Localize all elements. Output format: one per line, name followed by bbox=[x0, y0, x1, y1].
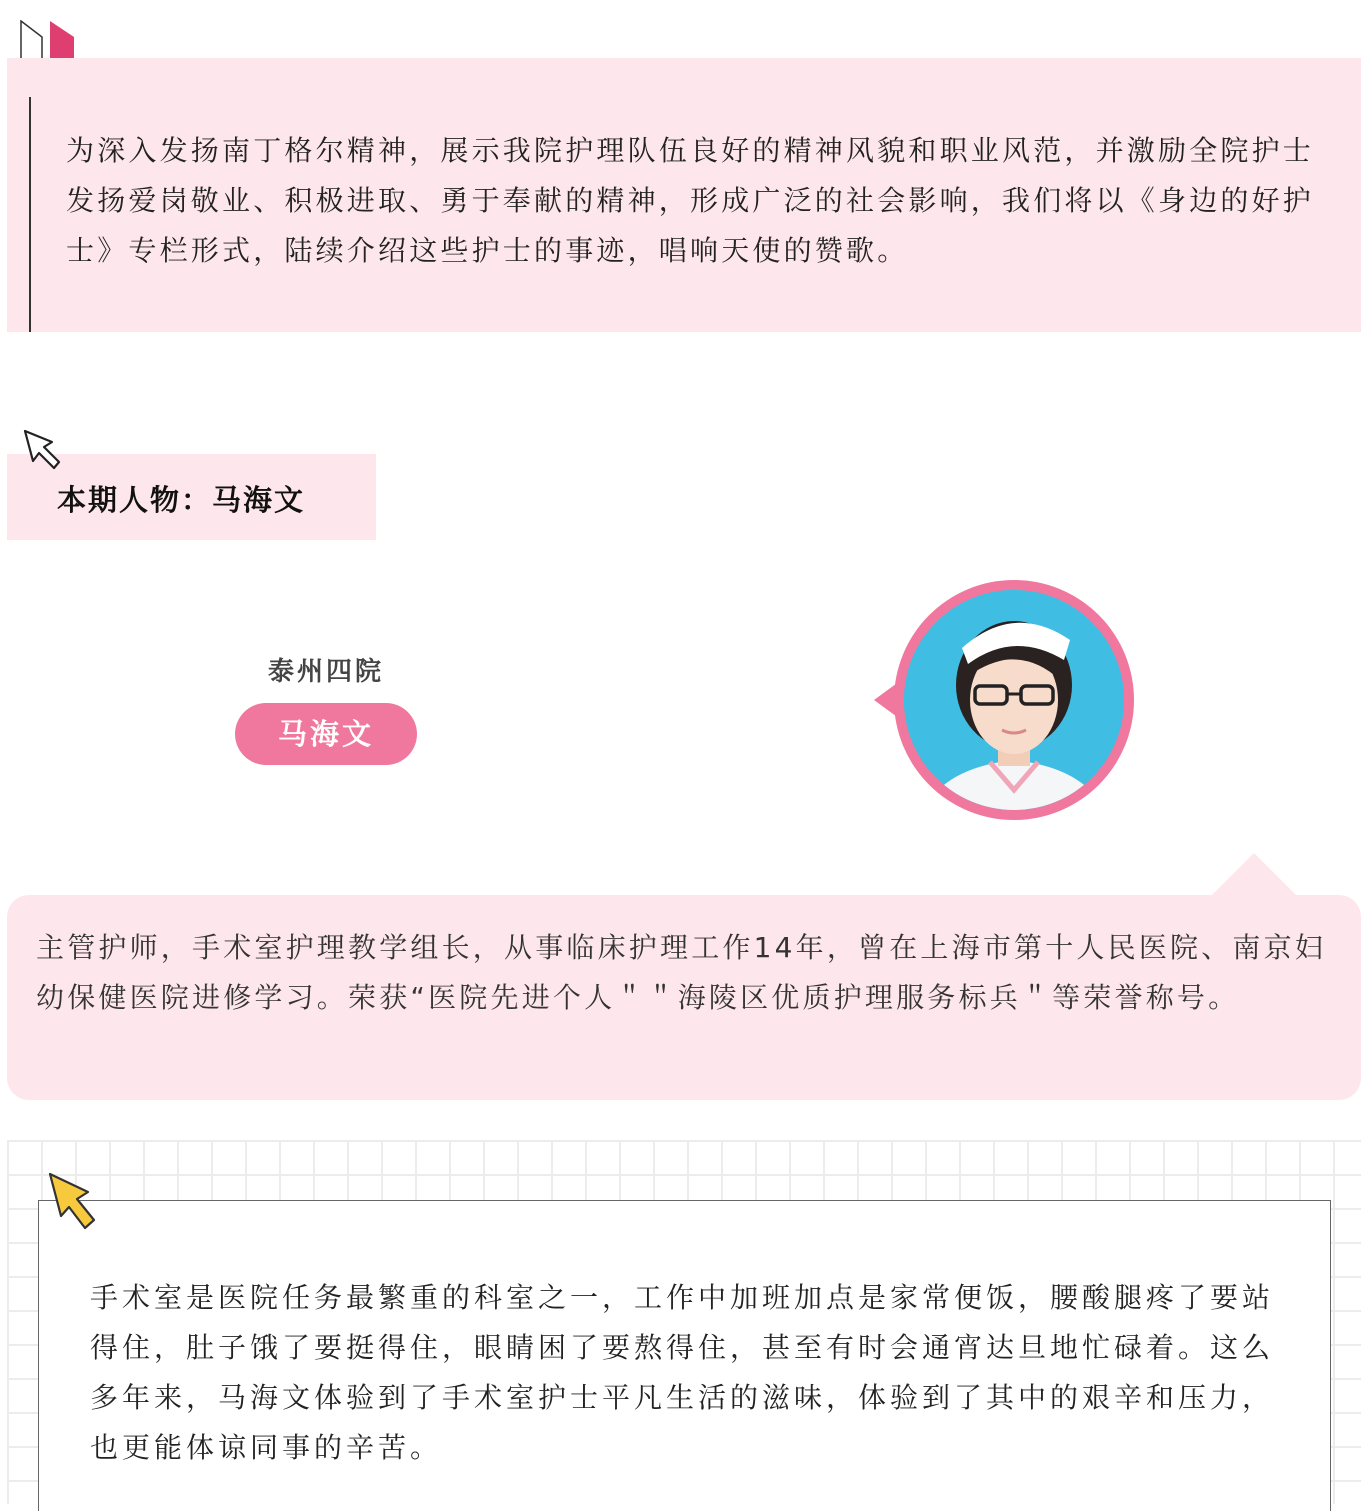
yellow-pointer-arrow-icon bbox=[44, 1170, 98, 1236]
intro-text: 为深入发扬南丁格尔精神，展示我院护理队伍良好的精神风貌和职业风范，并激励全院护士发扬爱岗敬业、积极进取、勇于奉献的精神，形成广泛的社会影响，我们将以《身边的好护士》专栏形式，陆续介绍这些护士的事迹，唱响天使的赞歌。 bbox=[66, 134, 1315, 267]
section-label: 本期人物：马海文 bbox=[57, 483, 306, 517]
intro-accent-bar bbox=[29, 97, 31, 332]
bubble-notch bbox=[1212, 853, 1296, 895]
person-name-badge: 马海文 bbox=[235, 703, 417, 765]
portrait-frame bbox=[894, 580, 1134, 820]
pointer-arrow-icon bbox=[22, 428, 66, 472]
hospital-name: 泰州四院 bbox=[267, 657, 384, 687]
story-text: 手术室是医院任务最繁重的科室之一，工作中加班加点是家常便饭，腰酸腿疼了要站得住，肚子饿了要挺得住，眼睛困了要熬得住，甚至有时会通宵达旦地忙碌着。这么多年来，马海文体验到了手术室护士平凡生活的滋味，体验到了其中的艰辛和压力，也更能体谅同事的辛苦。 bbox=[90, 1281, 1275, 1464]
profile-description: 主管护师，手术室护理教学组长，从事临床护理工作14年，曾在上海市第十人民医院、南京妇幼保健医院进修学习。荣获“医院先进个人＂＂海陵区优质护理服务标兵＂等荣誉称号。 bbox=[36, 931, 1327, 1014]
portrait-photo bbox=[904, 590, 1124, 810]
